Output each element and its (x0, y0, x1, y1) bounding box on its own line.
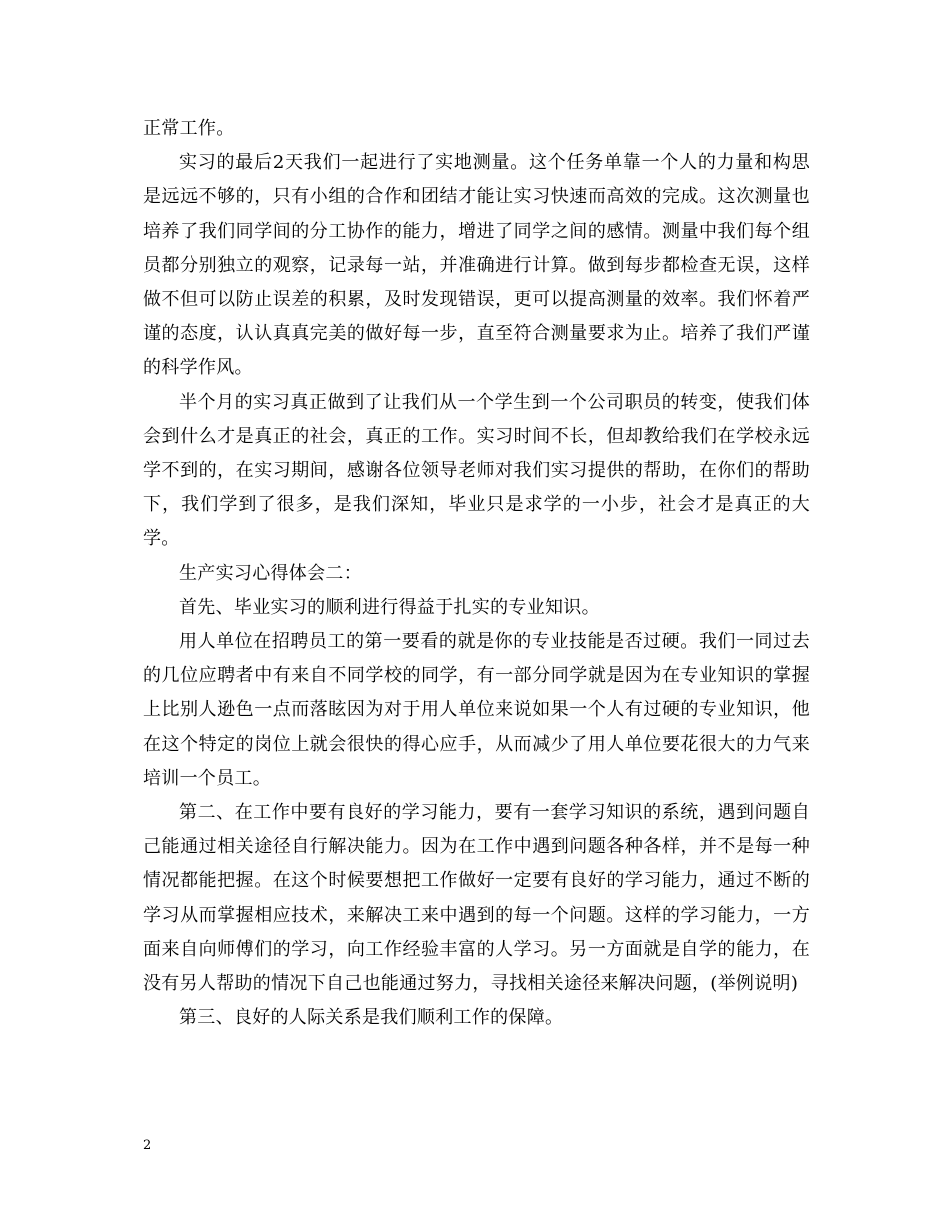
section-heading-experience-two: 生产实习心得体会二： (179, 562, 362, 584)
paragraph-internship-summary: 半个月的实习真正做到了让我们从一个学生到一个公司职员的转变，使我们体会到什么才是真正的社会，真正的工作。实习时间不长，但却教给我们在学校永远学不到的，在实习期间，感谢各位领导老师对我们实习提供的帮助，在你们的帮助下，我们学到了很多，是我们深知，毕业只是求学的一小步，社会才是真正的大学。 (143, 391, 810, 550)
paragraph-continuation: 正常工作。 (143, 118, 235, 139)
paragraph-point-third: 第三、良好的人际关系是我们顺利工作的保障。 (179, 1007, 564, 1029)
paragraph-point-second: 第二、在工作中要有良好的学习能力，要有一套学习知识的系统，遇到问题自己能通过相关途径自行解决能力。因为在工作中遇到问题各种各样，并不是每一种情况都能把握。在这个时候要想把工作做好一定要有良好的学习能力，通过不断的学习从而掌握相应技术，来解决工来中遇到的每一个问题。这样的学习能力，一方面来自向师傅们的学习，向工作经验丰富的人学习。另一方面就是自学的能力，在没有另人帮助的情况下自己也能通过努力，寻找相关途径来解决问题，(举例说明) (143, 802, 810, 995)
body-text (143, 112, 810, 1035)
paragraph-point-first: 首先、毕业实习的顺利进行得益于扎实的专业知识。 (179, 596, 600, 618)
page-number: 2 (143, 1138, 152, 1153)
paragraph-professional-skills: 用人单位在招聘员工的第一要看的就是你的专业技能是否过硬。我们一同过去的几位应聘者中有来自不同学校的同学，有一部分同学就是因为在专业知识的掌握上比别人逊色一点而落眩因为对于用人单位来说如果一个人有过硬的专业知识，他在这个特定的岗位上就会很快的得心应手，从而减少了用人单位要花很大的力气来培训一个员工。 (143, 631, 810, 789)
paragraph-field-survey: 实习的最后2天我们一起进行了实地测量。这个任务单靠一个人的力量和构思是远远不够的，只有小组的合作和团结才能让实习快速而高效的完成。这次测量也培养了我们同学间的分工协作的能力，增进了同学之间的感情。测量中我们每个组员都分别独立的观察，记录每一站，并准确进行计算。做到每步都检查无误，这样做不但可以防止误差的积累，及时发现错误，更可以提高测量的效率。我们怀着严谨的态度，认认真真完美的做好每一步，直至符合测量要求为止。培养了我们严谨的科学作风。 (143, 152, 810, 379)
